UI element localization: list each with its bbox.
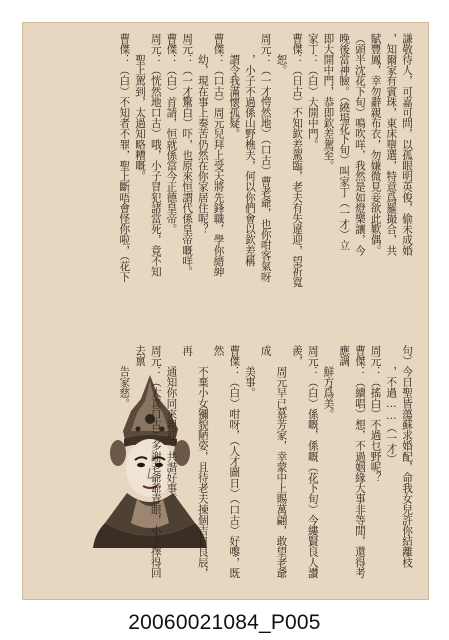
upper-text-column: 家丁：（白）大開中門。	[306, 33, 319, 150]
upper-text-column: ，小子不過係山野樵夫，何以你們會以欽差稱	[243, 33, 256, 267]
lower-text-column: 告家慈。	[118, 345, 131, 409]
lower-text-column: 周元：（大喜口古）多謝老爺爺青眼，小子擇得回去禀	[134, 345, 162, 579]
lower-text-column: 曹傑：（續唱）想，不過姻緣大事非等閒，還得考應調	[338, 345, 366, 579]
upper-text-column: 謂令我滿懷孤疑。	[228, 33, 241, 139]
lower-right-text-block	[118, 345, 414, 585]
lower-text-column: 句）今日聖皆蕩蘇求婚配，命我女兒許你結離枝	[401, 345, 413, 568]
upper-text-column: 即大開中門，恭即欽差駕至。	[322, 33, 335, 171]
lower-text-column: 周元：（白）係嘅，係嘅（花下旬）今縷賢良人讚羨，	[291, 345, 319, 579]
upper-text-column: 聖上駕到，太過知略糟嘅。	[134, 33, 147, 182]
upper-text-column: ，知爾家有賓珠，東床墮選，特意爲羅撮合，共	[385, 33, 398, 256]
upper-text-column: 謙敬待人，可嘉可問，以孤眼明英俊，偷未成婚	[401, 33, 413, 256]
upper-text-column: 恕。	[275, 33, 288, 76]
lower-text-column: 不棄小女獼貌陋姿，且待老夫揀個吉日良辰，再	[181, 345, 209, 579]
lower-text-column: 美事。	[243, 345, 256, 398]
upper-text-column: 賦豐鳳，幸勿辭親布衣，勿嫌微見妾欲此歎偶。	[369, 33, 382, 256]
scanned-script-page	[22, 22, 429, 600]
lower-text-column: 周元：（搖白）不過乜野呢？	[369, 345, 382, 483]
upper-text-column: 幼，現在事上奏苦仍然在你家居住呢？	[196, 33, 209, 235]
lower-text-column: 通知你同來親迎，共諧好事。	[165, 345, 178, 504]
upper-text-column: 晚後當神臉。（繞場花下旬）叫家丁（一才）立	[338, 33, 351, 251]
upper-text-column: 曹傑：（口古）周元兒拜上受天將先鋒職，學你縉紳	[212, 33, 225, 277]
upper-text-column: 曹傑：（白）首請，恒就係當今正德皇帝。	[165, 33, 178, 235]
upper-text-block	[37, 33, 414, 338]
upper-text-column: 曹傑：（白）不知者不罪，聖上斷唔會怪你啦，（花下	[118, 33, 131, 283]
lower-text-column: ，不過……（一才）	[385, 345, 398, 465]
upper-text-column: （頭半沈花下旬）鳴吹咩，我然是如燈樂讓，今	[353, 33, 366, 256]
lower-text-column: 曹傑：（白）咁呀，（人才圖日）（口古）好嚟，既然	[212, 345, 241, 579]
lower-text-column: 周元早已慕芳家，幸蒙中上賜萬翩，敢望老爺成	[259, 345, 288, 579]
upper-text-column: 周元：（一才愕然地）（口古）曹老爺，也你咁客氣呀	[259, 33, 272, 283]
upper-text-column: 周元：（恍然地口古）哦，小子冒犯諸當死，竟不知	[149, 33, 162, 277]
lower-text-column: 鮮方爲美。	[322, 345, 335, 420]
page-content	[37, 33, 414, 589]
upper-text-column: 曹傑：（日古）不知欽差駕臨，老夫有失違迎，望祈寬	[291, 33, 304, 288]
upper-text-column: 周元：（一才驚白）吓，也原來恒謂代係皇帝嘅咩。	[181, 33, 194, 277]
archive-id-caption: 20060021084_P005	[128, 611, 321, 634]
